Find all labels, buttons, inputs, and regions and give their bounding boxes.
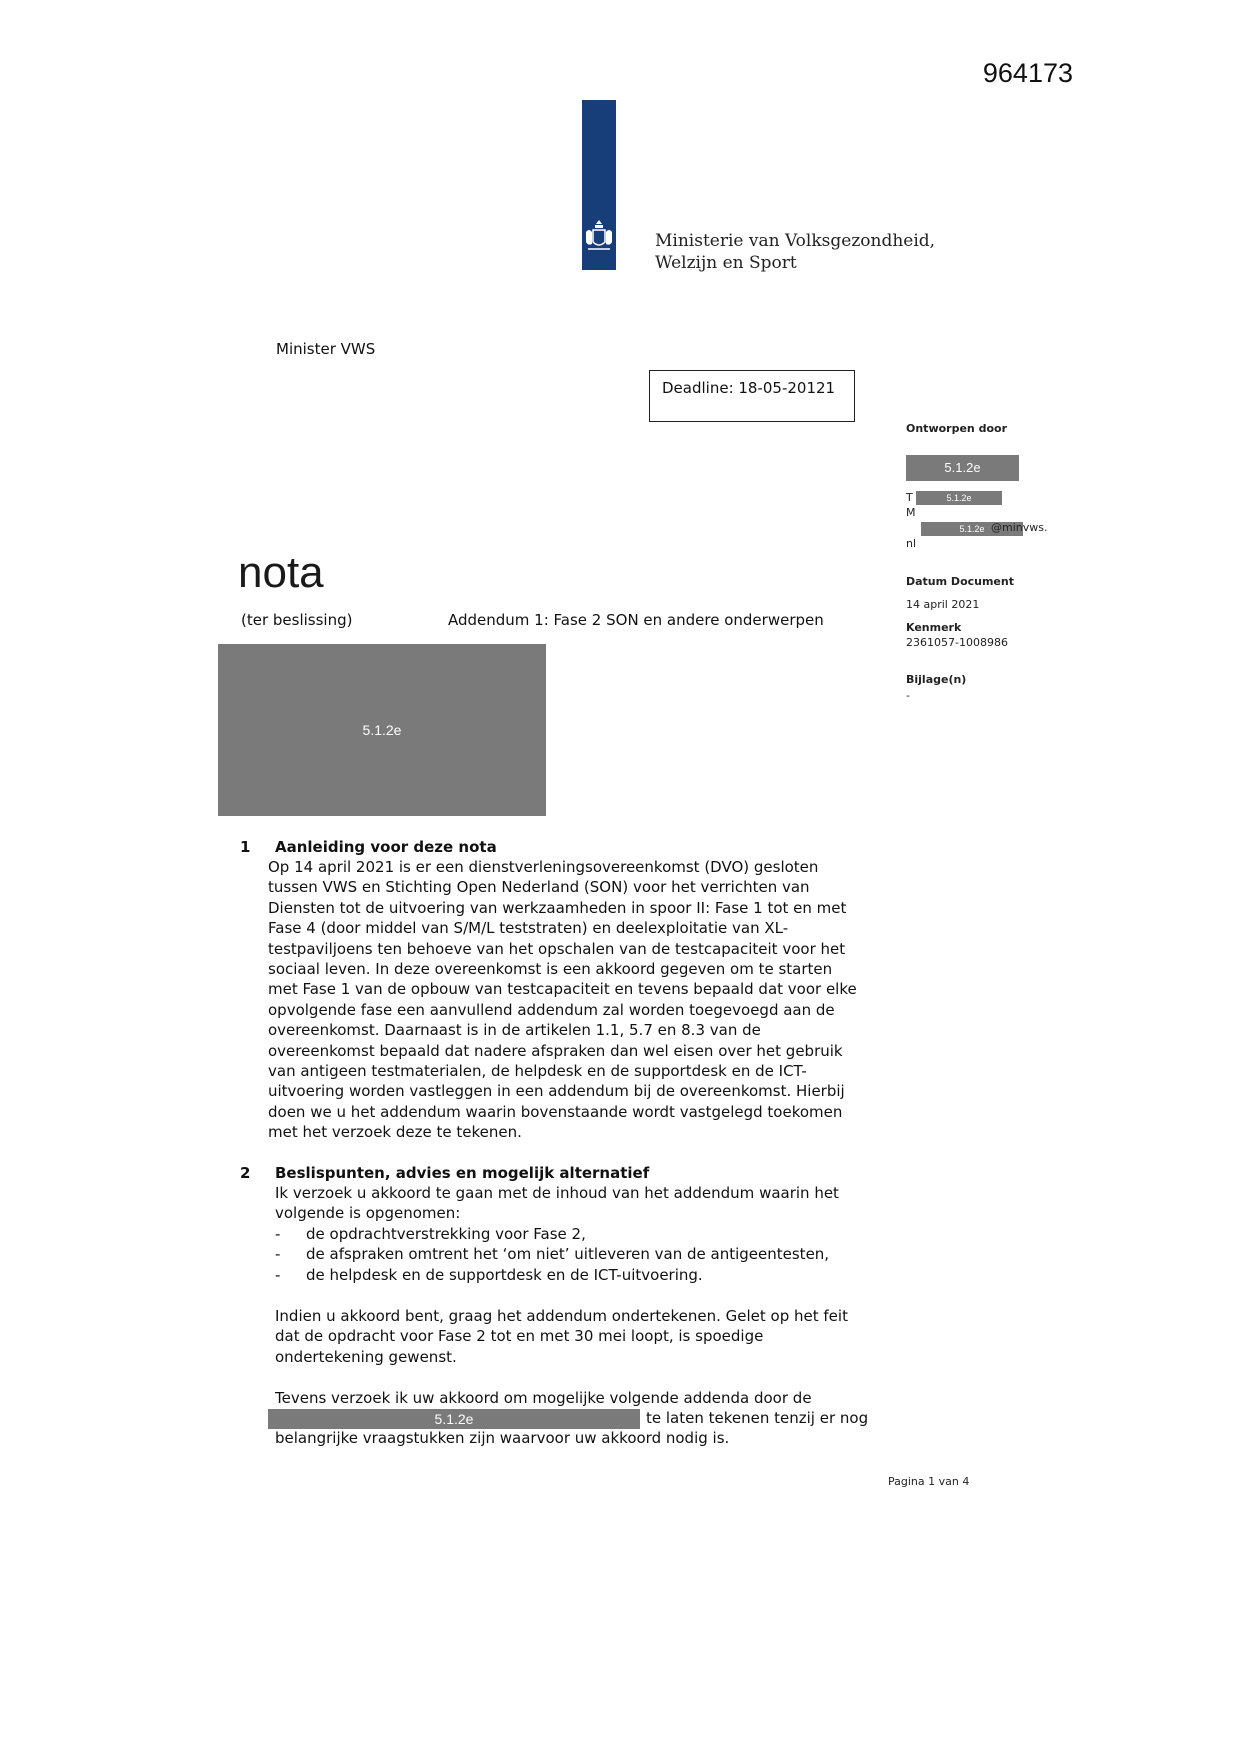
section-2-intro bbox=[275, 1183, 839, 1224]
section-2-paragraph-3-line-1: Tevens verzoek ik uw akkoord om mogelijke volgende addenda door de bbox=[275, 1389, 812, 1407]
email-tld: nl bbox=[906, 537, 917, 550]
section-1-number: 1 bbox=[240, 838, 251, 856]
nota-type: (ter beslissing) bbox=[241, 611, 353, 629]
section-1-line: overeenkomst. Daarnaast is in de artikelen 1.1, 5.7 en 8.3 van de bbox=[268, 1021, 761, 1040]
list-item bbox=[275, 1265, 829, 1285]
section-2-paragraph-2 bbox=[275, 1306, 848, 1367]
section-1-line: van antigeen testmaterialen, de helpdesk en de supportdesk en de ICT- bbox=[268, 1062, 807, 1081]
ministry-line-2: Welzijn en Sport bbox=[655, 253, 797, 273]
section-1-line: sociaal leven. In deze overeenkomst is een akkoord gegeven om te starten bbox=[268, 960, 833, 979]
section-1-line: met het verzoek deze te tekenen. bbox=[268, 1123, 522, 1142]
date-label: Datum Document bbox=[906, 575, 1014, 588]
reference-value: 2361057-1008986 bbox=[906, 636, 1008, 649]
section-1-title: Aanleiding voor deze nota bbox=[275, 838, 497, 856]
redacted-block: 5.1.2e bbox=[218, 644, 546, 816]
deadline-text: Deadline: 18-05-20121 bbox=[662, 379, 836, 397]
deadline-box bbox=[649, 370, 855, 422]
section-2-title: Beslispunten, advies en mogelijk alternatief bbox=[275, 1164, 650, 1182]
redacted-signatory: 5.1.2e bbox=[268, 1409, 640, 1429]
document-number: 964173 bbox=[982, 58, 1073, 88]
phone-m-label: M bbox=[906, 506, 916, 519]
designed-by-label: Ontworpen door bbox=[906, 422, 1007, 435]
section-2-number: 2 bbox=[240, 1164, 251, 1182]
reference-label: Kenmerk bbox=[906, 621, 962, 634]
section-1-line: met Fase 1 van de opbouw van testcapaciteit en tevens bepaald dat voor elke bbox=[268, 980, 857, 999]
bullet-text: de afspraken omtrent het ‘om niet’ uitleveren van de antigeentesten, bbox=[306, 1245, 830, 1264]
list-item bbox=[275, 1224, 829, 1244]
section-1-line: opvolgende fase een aanvullend addendum zal worden toegevoegd aan de bbox=[268, 1000, 835, 1019]
redacted-name: 5.1.2e bbox=[906, 455, 1019, 481]
bullet-dash: - bbox=[275, 1245, 281, 1264]
section-2-intro-line: Ik verzoek u akkoord te gaan met de inhoud van het addendum waarin het bbox=[275, 1184, 839, 1202]
nota-title: nota bbox=[238, 548, 324, 597]
page-number: Pagina 1 van 4 bbox=[888, 1475, 970, 1488]
email-suffix: @minvws. bbox=[991, 521, 1048, 534]
attachments-label: Bijlage(n) bbox=[906, 673, 967, 686]
section-2-paragraph-3-line-3: belangrijke vraagstukken zijn waarvoor uw akkoord nodig is. bbox=[275, 1429, 730, 1447]
section-1-line: doen we u het addendum waarin bovenstaande wordt vastgelegd toekomen bbox=[268, 1102, 843, 1121]
section-2-paragraph-3-line-2: te laten tekenen tenzij er nog bbox=[646, 1409, 869, 1427]
list-item bbox=[275, 1244, 829, 1264]
logo-bar bbox=[582, 100, 616, 270]
bullet-text: de opdrachtverstrekking voor Fase 2, bbox=[306, 1225, 586, 1243]
bullet-dash: - bbox=[275, 1265, 281, 1284]
section-1-line: tussen VWS en Stichting Open Nederland (SON) voor het verrichten van bbox=[268, 878, 810, 897]
redacted-email: 5.1.2e bbox=[921, 522, 1023, 536]
paragraph-line: Indien u akkoord bent, graag het addendum ondertekenen. Gelet op het feit bbox=[275, 1307, 848, 1325]
paragraph-line: dat de opdracht voor Fase 2 tot en met 30 mei loopt, is spoedige bbox=[275, 1327, 764, 1346]
bullet-text: de helpdesk en de supportdesk en de ICT-uitvoering. bbox=[306, 1265, 703, 1284]
paragraph-line: ondertekening gewenst. bbox=[275, 1347, 457, 1366]
redacted-phone: 5.1.2e bbox=[916, 491, 1002, 505]
ministry-name bbox=[655, 230, 935, 274]
bullet-dash: - bbox=[275, 1225, 281, 1243]
nota-subject: Addendum 1: Fase 2 SON en andere onderwerpen bbox=[448, 611, 824, 629]
section-1-body bbox=[268, 857, 857, 1143]
crest-icon bbox=[584, 216, 614, 256]
section-1-line: Fase 4 (door middel van S/M/L teststraten) en deelexploitatie van XL- bbox=[268, 919, 789, 938]
section-1-line: overeenkomst bepaald dat nadere afspraken dan wel eisen over het gebruik bbox=[268, 1041, 843, 1060]
section-2-bullet-list bbox=[275, 1224, 829, 1285]
ministry-line-1: Ministerie van Volksgezondheid, bbox=[655, 231, 936, 251]
section-1-line: Diensten tot de uitvoering van werkzaamheden in spoor II: Fase 1 tot en met bbox=[268, 898, 847, 917]
addressee: Minister VWS bbox=[276, 340, 376, 358]
section-1-line: testpaviljoens ten behoeve van het opschalen van de testcapaciteit voor het bbox=[268, 939, 846, 958]
phone-t-label: T bbox=[906, 491, 913, 504]
attachments-value: - bbox=[906, 689, 910, 702]
section-1-line: Op 14 april 2021 is er een dienstverleningsovereenkomst (DVO) gesloten bbox=[268, 858, 819, 876]
section-2-intro-line: volgende is opgenomen: bbox=[275, 1204, 461, 1223]
date-value: 14 april 2021 bbox=[906, 598, 980, 611]
section-1-line: uitvoering worden vastleggen in een addendum bij de overeenkomst. Hierbij bbox=[268, 1082, 845, 1101]
